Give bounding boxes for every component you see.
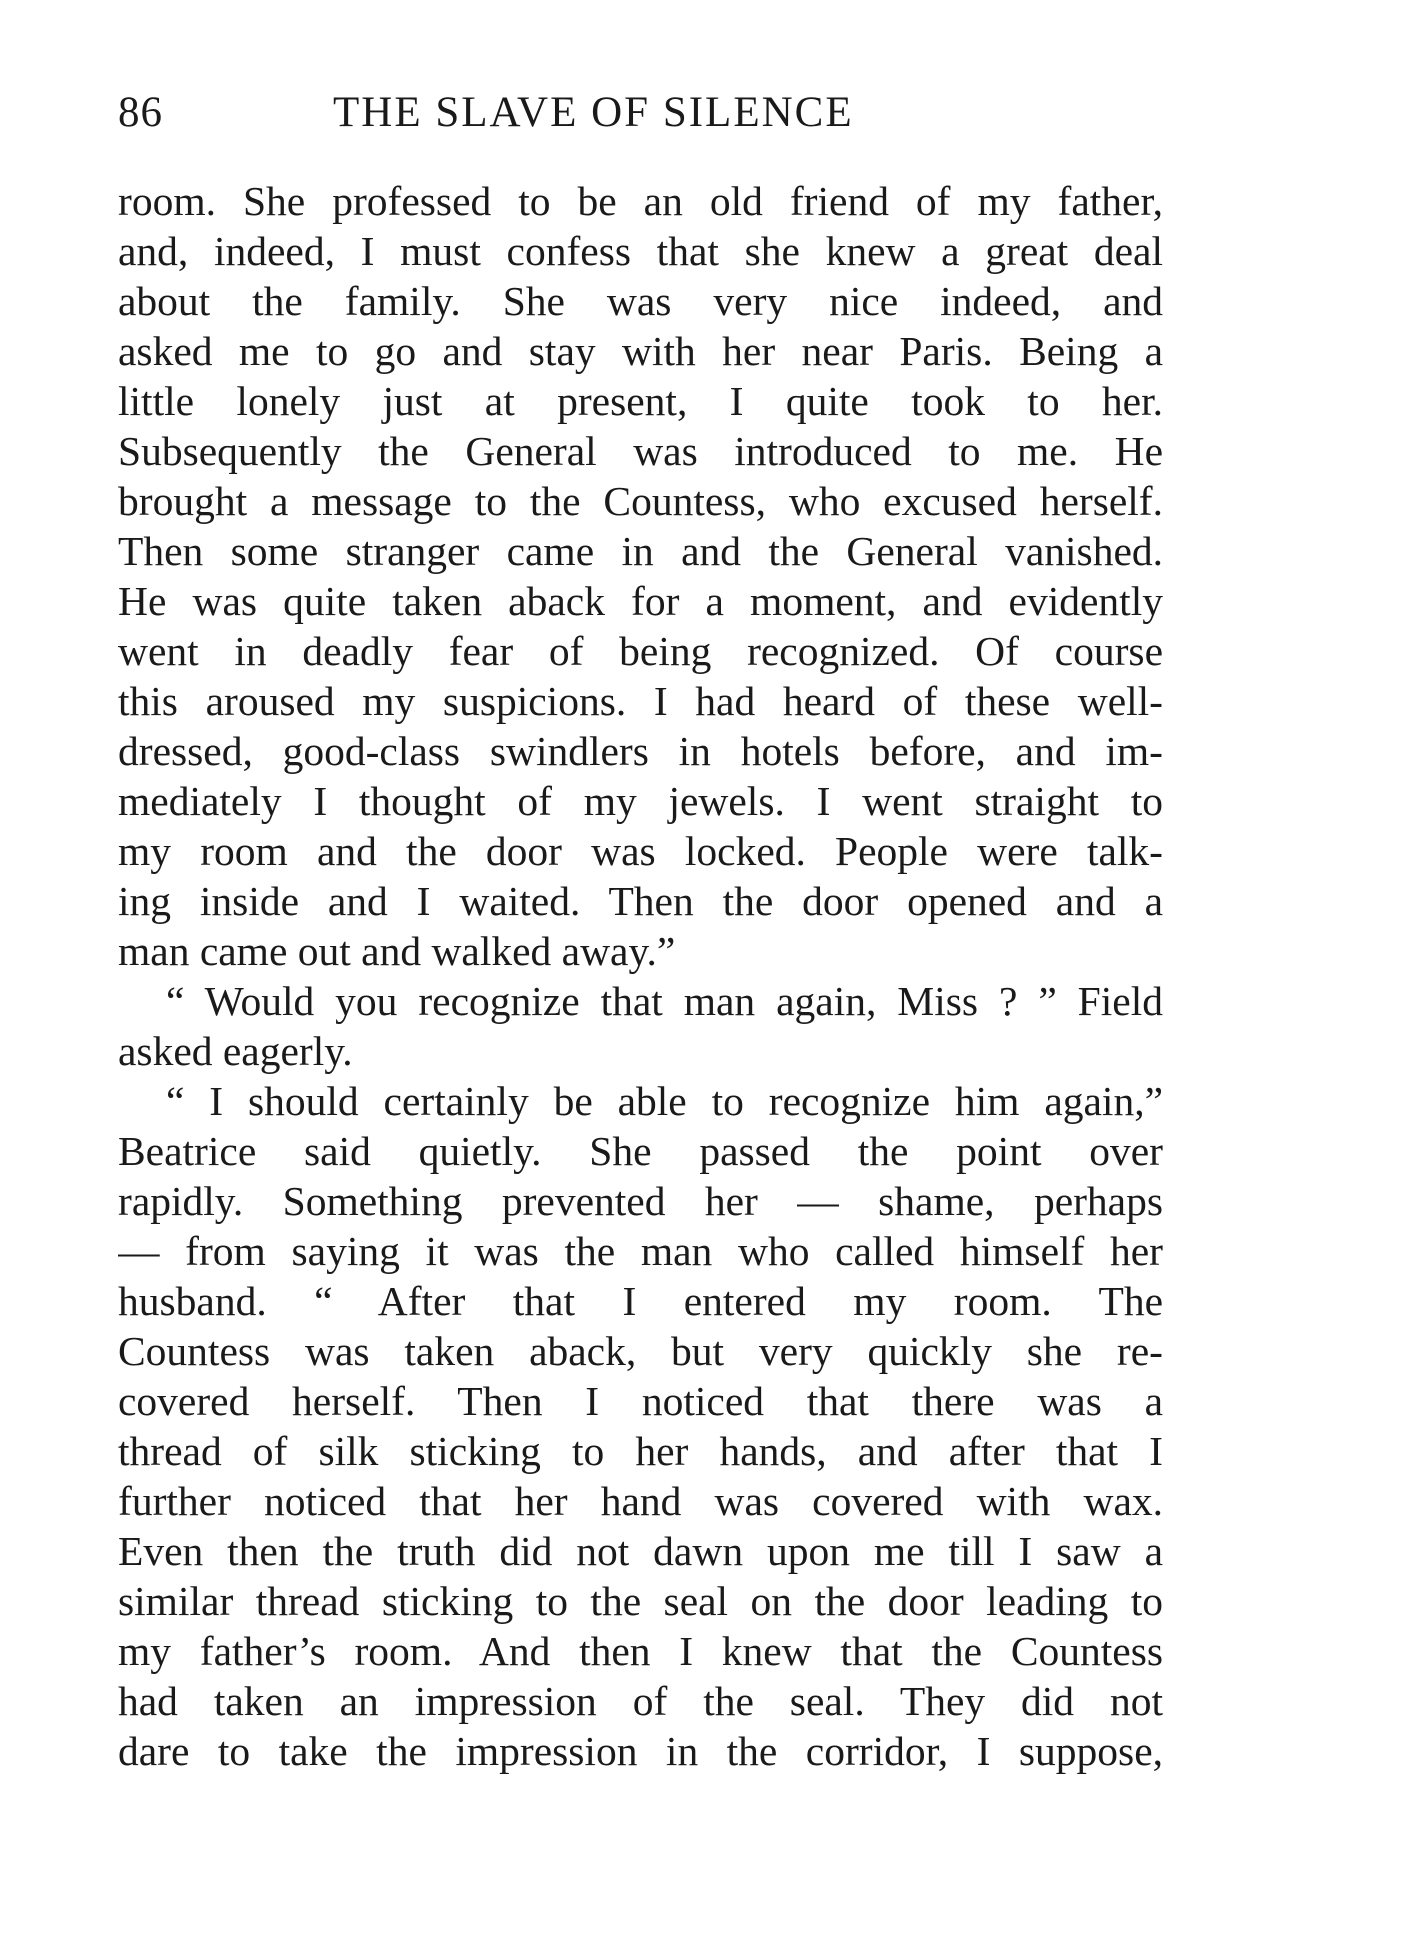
text-line: brought a message to the Countess, who excused herself. <box>118 478 1163 524</box>
text-line: further noticed that her hand was covered with wax. <box>118 1478 1163 1524</box>
text-line: ing inside and I waited. Then the door opened and a <box>118 878 1163 924</box>
text-line: — from saying it was the man who called himself her <box>118 1228 1163 1274</box>
text-line: rapidly. Something prevented her — shame, perhaps <box>118 1178 1163 1224</box>
text-line: this aroused my suspicions. I had heard of these well- <box>118 678 1163 724</box>
text-line: Beatrice said quietly. She passed the point over <box>118 1128 1163 1174</box>
text-line: dressed, good-class swindlers in hotels before, and im- <box>118 728 1163 774</box>
text-line: Subsequently the General was introduced to me. He <box>118 428 1163 474</box>
text-line: asked me to go and stay with her near Paris. Being a <box>118 328 1163 374</box>
text-line: about the family. She was very nice indeed, and <box>118 278 1163 324</box>
text-line: my room and the door was locked. People were talk- <box>118 828 1163 874</box>
text-line: similar thread sticking to the seal on the door leading to <box>118 1578 1163 1624</box>
text-line: dare to take the impression in the corridor, I suppose, <box>118 1728 1163 1774</box>
text-line: husband. “ After that I entered my room. The <box>118 1278 1163 1324</box>
page-number: 86 <box>118 89 163 136</box>
text-line: and, indeed, I must confess that she knew a great deal <box>118 228 1163 274</box>
text-line: went in deadly fear of being recognized. Of course <box>118 628 1163 674</box>
running-title: THE SLAVE OF SILENCE <box>333 89 854 136</box>
text-line: my father’s room. And then I knew that the Countess <box>118 1628 1163 1674</box>
text-line: little lonely just at present, I quite took to her. <box>118 378 1163 424</box>
text-line: Countess was taken aback, but very quickly she re- <box>118 1328 1163 1374</box>
text-line: room. She professed to be an old friend of my father, <box>118 178 1163 224</box>
running-head <box>118 88 1163 148</box>
text-line: mediately I thought of my jewels. I went straight to <box>118 778 1163 824</box>
text-line: man came out and walked away.” <box>118 928 676 974</box>
text-line: had taken an impression of the seal. They did not <box>118 1678 1163 1724</box>
text-line: Even then the truth did not dawn upon me till I saw a <box>118 1528 1163 1574</box>
text-line: asked eagerly. <box>118 1028 353 1074</box>
text-line: covered herself. Then I noticed that there was a <box>118 1378 1163 1424</box>
body-text <box>118 176 1163 1776</box>
text-line: He was quite taken aback for a moment, and evidently <box>118 578 1163 624</box>
text-line: “ Would you recognize that man again, Miss ? ” Field <box>166 978 1163 1024</box>
text-line: Then some stranger came in and the General vanished. <box>118 528 1163 574</box>
text-line: thread of silk sticking to her hands, and after that I <box>118 1428 1163 1474</box>
text-line: “ I should certainly be able to recognize him again,” <box>166 1078 1163 1124</box>
